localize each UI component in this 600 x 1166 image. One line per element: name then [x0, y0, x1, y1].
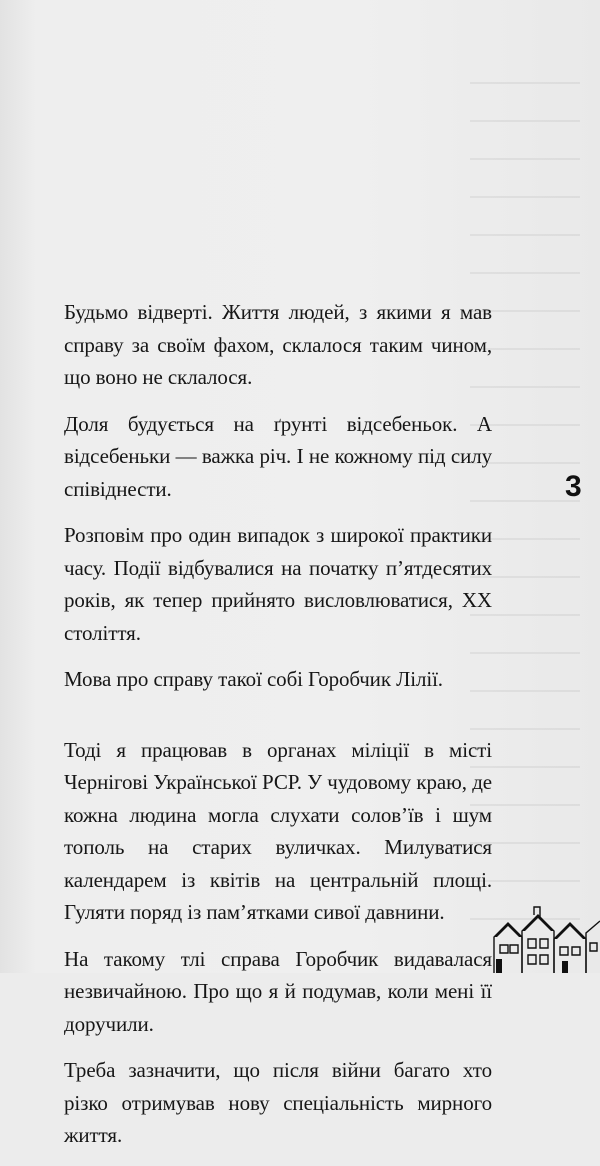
body-text — [64, 296, 492, 1166]
paragraph: На такому тлі справа Горобчик видавалася незвичайною. Про що я й подумав, коли мені її доручили. — [64, 946, 492, 1036]
paragraph: Доля будується на ґрунті відсебеньок. А відсебеньки — важка річ. І не кожному під силу співіднести. — [64, 411, 492, 501]
paragraph: Треба зазначити, що після війни багато хто різко отримував нову спеціальність мирного життя. — [64, 1058, 492, 1147]
paragraph: Мова про справу такої собі Горобчик Лілії. — [64, 667, 443, 691]
paragraph: Розповім про один випадок з широкої практики часу. Події відбувалися на початку п’ятдесятих років, як тепер прийнято висловлюватися, XX століття. — [64, 523, 492, 645]
chapter-number: 3 — [565, 470, 582, 503]
paragraph: Будьмо відверті. Життя людей, з якими я мав справу за своїм фахом, склалося таким чином, що воно не склалося. — [64, 300, 492, 389]
street-houses-illustration — [490, 893, 600, 973]
paragraph: Тоді я працював в органах міліції в місті Чернігові Української РСР. У чудовому краю, де кожна людина могла слухати солов’їв і шум тополь на старих вуличках. Милуватися календарем із квітів на центральній площі. Гуляти поряд із пам’ятками сивої давнини. — [64, 737, 492, 924]
